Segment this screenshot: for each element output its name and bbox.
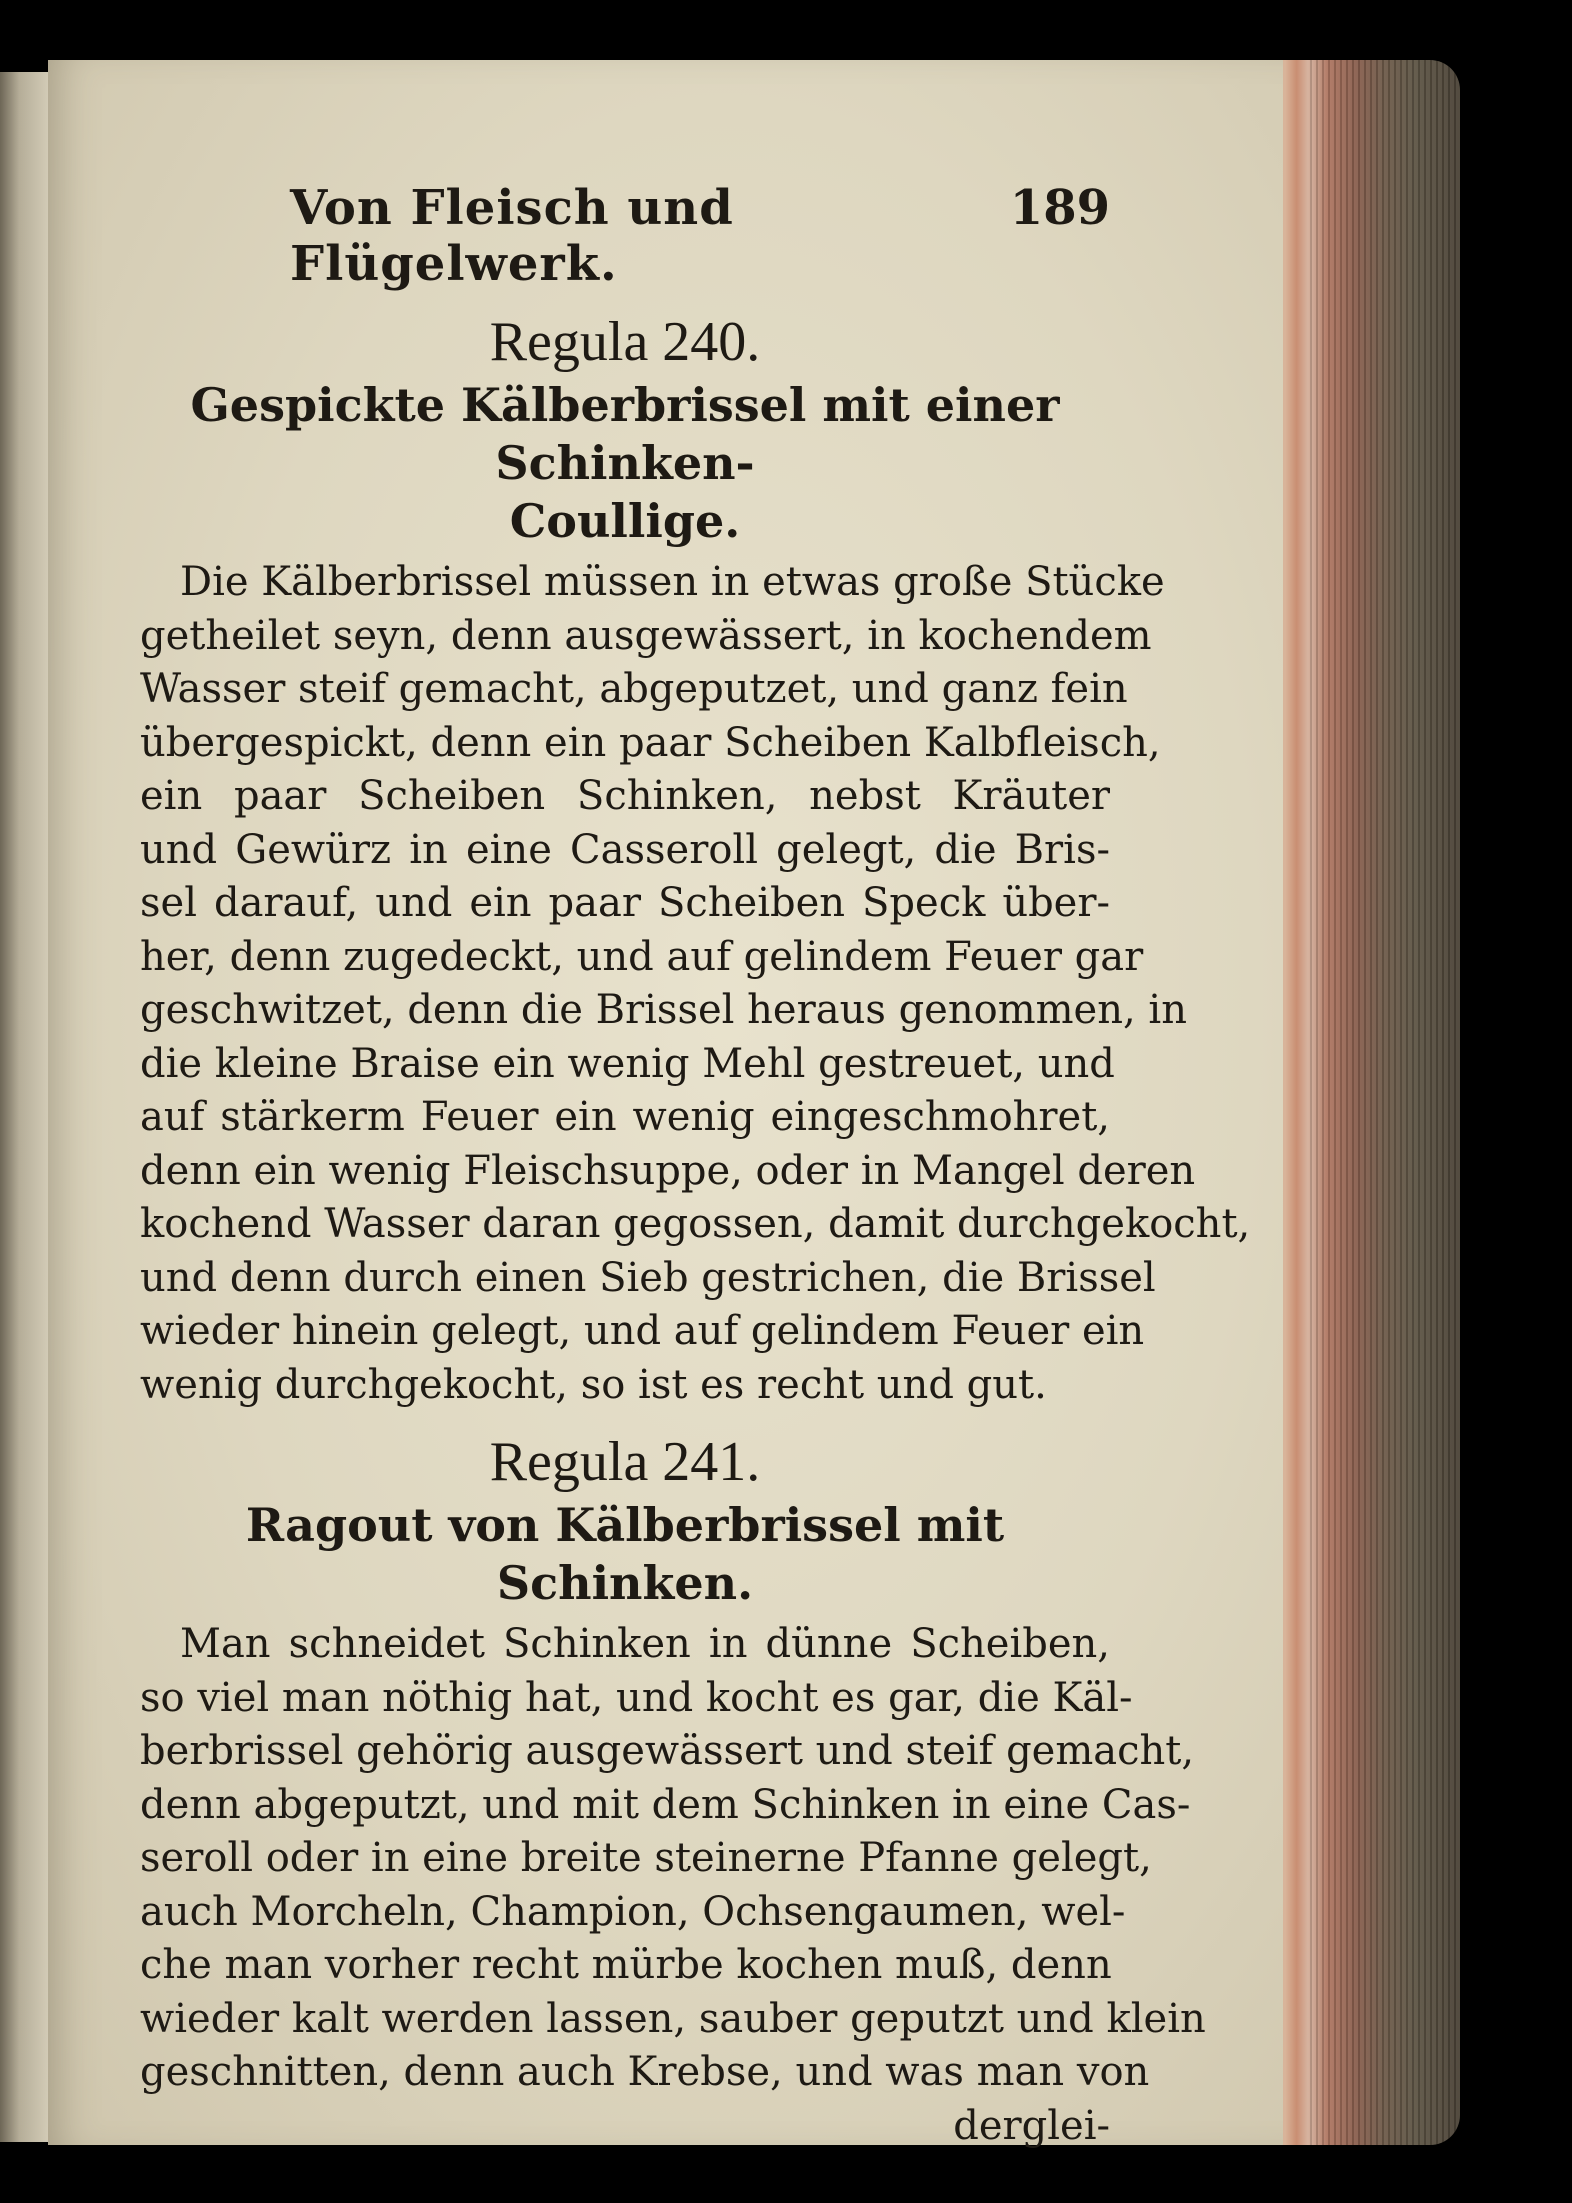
text-line: geschnitten, denn auch Krebse, und was man von <box>140 2049 1150 2095</box>
catchword: derglei- <box>953 2102 1110 2149</box>
page-number: 189 <box>1009 180 1110 236</box>
recipe-paragraph <box>140 1618 1206 2153</box>
text-line: und Gewürz in eine Casseroll gelegt, die Bris- <box>140 826 1110 873</box>
recipe-title-line: Ragout von Kälberbrissel mit Schinken. <box>245 1498 1005 1610</box>
text-line: che man vorher recht mürbe kochen muß, denn <box>140 1942 1112 1988</box>
text-line: wieder kalt werden lassen, sauber geputzt und klein <box>140 1995 1206 2042</box>
text-line: die kleine Braise ein wenig Mehl gestreuet, und <box>140 1040 1115 1087</box>
text-line: geschwitzet, denn die Brissel heraus genommen, in <box>140 987 1187 1033</box>
text-line: kochend Wasser daran gegossen, damit durchgekocht, <box>140 1201 1251 1247</box>
text-line: Man schneidet Schinken in dünne Scheiben, <box>180 1621 1110 1667</box>
section-regula-240 <box>140 310 1251 1412</box>
rule-heading: Regula 240. <box>489 311 761 373</box>
running-title: Von Fleisch und Flügelwerk. <box>290 180 734 292</box>
recipe-title-line: Coullige. <box>509 494 741 548</box>
text-line: übergespickt, denn ein paar Scheiben Kalbfleisch, <box>140 719 1161 766</box>
text-line: sel darauf, und ein paar Scheiben Speck über- <box>140 880 1110 926</box>
section-regula-241 <box>140 1430 1206 2153</box>
text-line: seroll oder in eine breite steinerne Pfanne gelegt, <box>140 1835 1152 1881</box>
recipe-paragraph <box>140 556 1251 1412</box>
page-content <box>140 180 1251 2153</box>
text-line: und denn durch einen Sieb gestrichen, die Brissel <box>140 1254 1156 1301</box>
text-line: ein paar Scheiben Schinken, nebst Kräuter <box>140 773 1110 819</box>
text-line: so viel man nöthig hat, und kocht es gar, die Käl- <box>140 1674 1133 1721</box>
page-stack-edge <box>1270 60 1460 2145</box>
text-line: Die Kälberbrissel müssen in etwas große Stücke <box>180 559 1165 605</box>
text-line: wieder hinein gelegt, und auf gelindem Feuer ein <box>140 1308 1145 1354</box>
recipe-title-line: Gespickte Kälberbrissel mit einer Schinken- <box>190 378 1060 490</box>
rule-heading: Regula 241. <box>489 1431 761 1493</box>
left-page-edge <box>0 72 48 2142</box>
text-line: auf stärkerm Feuer ein wenig eingeschmohret, <box>140 1094 1110 1140</box>
text-line: berbrissel gehörig ausgewässert und steif gemacht, <box>140 1728 1195 1774</box>
text-line: Wasser steif gemacht, abgeputzet, und ganz fein <box>140 666 1128 712</box>
running-head <box>140 180 1110 292</box>
text-line: getheilet seyn, denn ausgewässert, in kochendem <box>140 612 1152 659</box>
recipe-title <box>140 376 1110 550</box>
book-page <box>48 60 1283 2149</box>
text-line: auch Morcheln, Champion, Ochsengaumen, wel- <box>140 1888 1126 1935</box>
text-line: her, denn zugedeckt, und auf gelindem Feuer gar <box>140 933 1144 980</box>
recipe-title <box>140 1496 1110 1612</box>
text-line: wenig durchgekocht, so ist es recht und gut. <box>140 1361 1047 1408</box>
text-line: denn ein wenig Fleischsuppe, oder in Mangel deren <box>140 1147 1196 1194</box>
text-line: denn abgeputzt, und mit dem Schinken in eine Cas- <box>140 1781 1191 1828</box>
